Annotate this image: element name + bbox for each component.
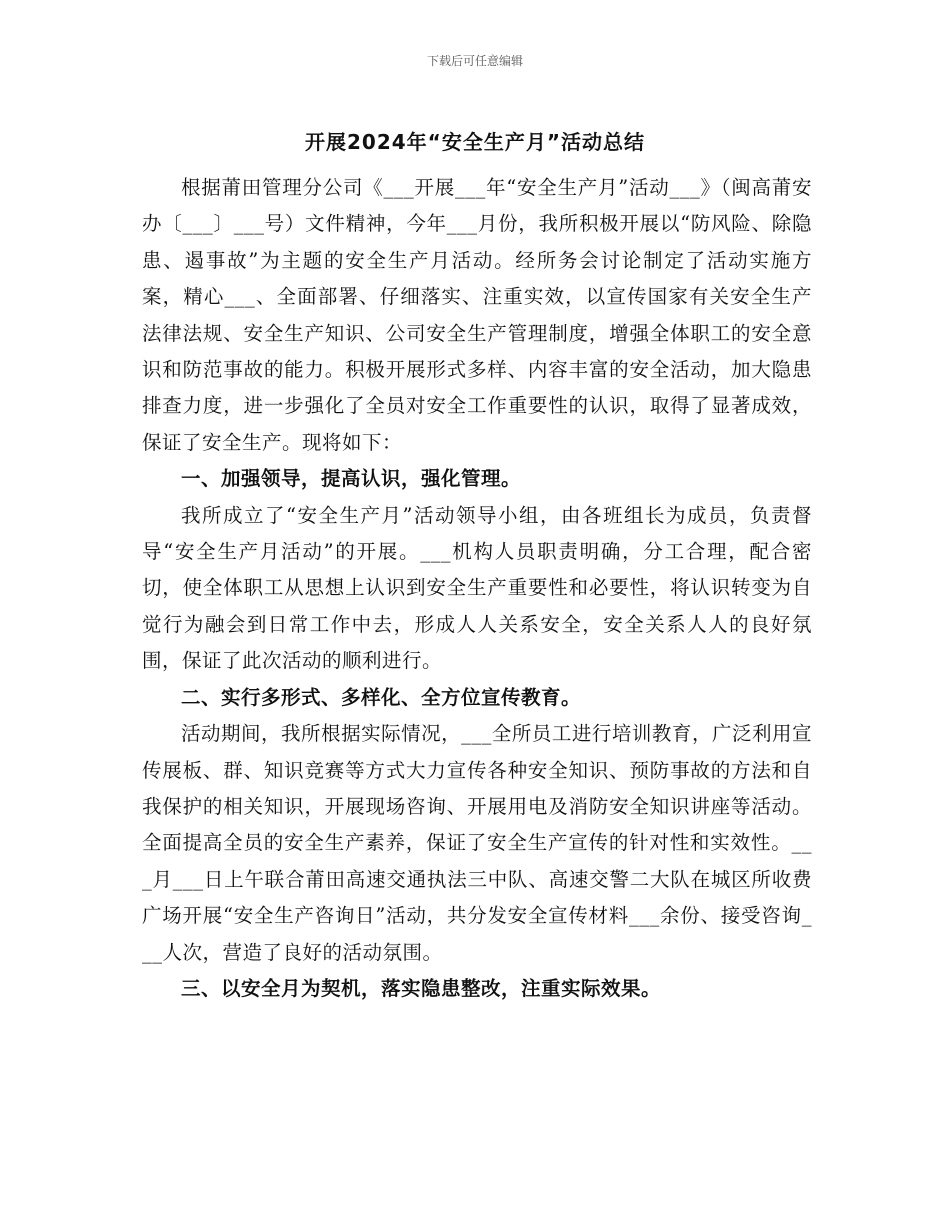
- section-3-heading: 三、以安全月为契机，落实隐患整改，注重实际效果。: [181, 976, 662, 1000]
- document-title: 开展2024年“安全生产月”活动总结: [305, 130, 645, 154]
- section-1-paragraph: 我所成立了“安全生产月”活动领导小组，由各班组长为成员，负责督导“安全生产月活动”的开展。___机构人员职责明确，分工合理，配合密切，使全体职工从思想上认识到安全生产重要性和必要性，将认识转变为自觉行为融会到日常工作中去，形成人人关系安全，安全关系人人的良好氛围，保证了此次活动的顺利进行。: [142, 503, 812, 673]
- section-2-heading: 二、实行多形式、多样化、全方位宣传教育。: [181, 685, 582, 709]
- page-header-note: 下载后可任意编辑: [426, 54, 523, 68]
- intro-paragraph: 根据莆田管理分公司《___开展___年“安全生产月”活动___》（闽高莆安办〔___〕___号）文件精神，今年___月份，我所积极开展以“防风险、除隐患、遏事故”为主题的安全生产月活动。经所务会讨论制定了活动实施方案，精心___、全面部署、仔细落实、注重实效，以宣传国家有关安全生产法律法规、安全生产知识、公司安全生产管理制度，增强全体职工的安全意识和防范事故的能力。积极开展形式多样、内容丰富的安全活动，加大隐患排查力度，进一步强化了全员对安全工作重要性的认识，取得了显著成效，保证了安全生产。现将如下：: [142, 176, 812, 454]
- document-body: [142, 170, 812, 1007]
- section-2-paragraph: 活动期间，我所根据实际情况，___全所员工进行培训教育，广泛利用宣传展板、群、知识竞赛等方式大力宣传各种安全知识、预防事故的方法和自我保护的相关知识，开展现场咨询、开展用电及消防安全知识讲座等活动。全面提高全员的安全生产素养，保证了安全生产宣传的针对性和实效性。___月___日上午联合莆田高速交通执法三中队、高速交警二大队在城区所收费广场开展“安全生产咨询日”活动，共分发安全宣传材料___余份、接受咨询___人次，营造了良好的活动氛围。: [142, 722, 812, 964]
- section-1-heading: 一、加强领导，提高认识，强化管理。: [181, 467, 522, 491]
